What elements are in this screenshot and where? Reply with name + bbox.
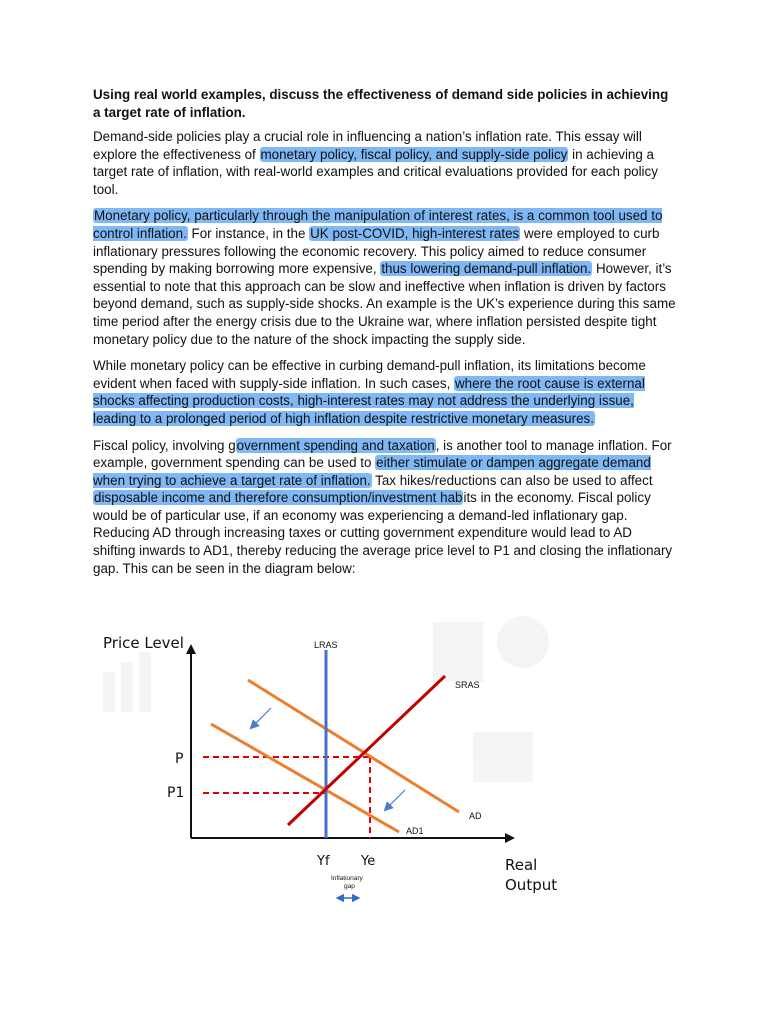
- x-axis-label-2: Output: [505, 876, 558, 894]
- essay-content: [93, 86, 677, 586]
- x-axis-label: Real: [505, 856, 538, 874]
- paragraph-text: , is another tool to manage inflation. For example, government spending can be used to: [93, 437, 672, 471]
- paragraph-text: While monetary policy can be effective in curbing demand-pull inflation, its limitations become evident when faced with supply-side inflation. In such cases,: [93, 358, 646, 391]
- inflationary-gap-label: Inflationary: [331, 875, 363, 882]
- highlighted-text: thus lowering demand-pull inflation.: [381, 261, 592, 277]
- shift-arrow: [387, 790, 405, 808]
- ad-as-diagram: [93, 612, 563, 912]
- paragraph-text: in achieving a target rate of inflation, with real-world examples and critical evaluations provided for each policy tool.: [93, 146, 658, 197]
- essay-question-title: Using real world examples, discuss the effectiveness of demand side policies in achieving a target rate of inflation.: [93, 87, 669, 120]
- highlighted-text: disposable income and therefore consumption/investment hab: [94, 490, 463, 506]
- x-axis-arrow: [505, 833, 515, 843]
- paragraph-text: were employed to curb inflationary pressures following the economic recovery. This policy aimed to reduce consumer spending by making borrowing more expensive,: [93, 225, 660, 277]
- ad-label: AD: [469, 811, 482, 821]
- ye-label: Ye: [361, 854, 376, 869]
- paragraph-text: However, it’s essential to note that this approach can be slow and ineffective when inflation is driven by factors beyond demand, such as supply-side shocks. An example is the UK’s experience during this same time period after the energy crisis due to the Ukraine war, where inflation persisted despite tight monetary policy due to the nature of the shock impacting the supply side.: [93, 261, 676, 347]
- p-label: P: [175, 751, 184, 767]
- essay-paragraph: [93, 207, 677, 348]
- paragraph-text: Tax hikes/reductions can also be used to affect: [371, 472, 653, 488]
- highlighted-text: monetary policy, fiscal policy, and supply-side policy: [260, 146, 568, 162]
- paragraph-text: its in the economy. Fiscal policy would be of particular use, if an economy was experiencing a demand-led inflationary gap. Reducing AD through increasing taxes or cutting government expenditure would lead to AD shifting inwards to AD1, thereby reducing the average price level to P1 and closing the inflationary gap. This can be seen in the diagram below:: [93, 490, 673, 576]
- ad-curve: [248, 680, 459, 812]
- shift-arrow: [253, 708, 271, 726]
- paragraph-text: For instance, in the: [187, 225, 310, 241]
- y-axis-label: Price Level: [103, 634, 184, 652]
- ad1-label: AD1: [406, 826, 424, 836]
- inflationary-gap-label-2: gap: [344, 883, 355, 890]
- essay-paragraph: [93, 357, 677, 427]
- highlighted-text: Monetary policy, particularly through the manipulation of interest rates, is a common tool used to control inflation.: [93, 208, 663, 241]
- highlighted-text: where the root cause is external shocks affecting production costs, high-interest rates may not address the underlying issue, leading to a prolonged period of high inflation despite restrictive monetary measures.: [93, 375, 645, 426]
- paragraph-text: Demand-side policies play a crucial role in influencing a nation’s inflation rate. This essay will explore the effectiveness of: [93, 129, 642, 162]
- highlighted-text: either stimulate or dampen aggregate demand when trying to achieve a target rate of inflation.: [93, 455, 651, 488]
- paragraph-text: Fiscal policy, involving g: [93, 437, 236, 453]
- sras-label: SRAS: [455, 680, 480, 690]
- highlighted-text: UK post-COVID, high-interest rates: [310, 225, 520, 241]
- essay-paragraph: [93, 128, 677, 198]
- lras-label: LRAS: [314, 640, 338, 650]
- essay-paragraph: [93, 437, 677, 578]
- y-axis-arrow: [186, 644, 196, 654]
- highlighted-text: overnment spending and taxation: [236, 437, 435, 453]
- sras-curve: [288, 676, 445, 825]
- p1-label: P1: [167, 785, 185, 801]
- yf-label: Yf: [317, 854, 330, 869]
